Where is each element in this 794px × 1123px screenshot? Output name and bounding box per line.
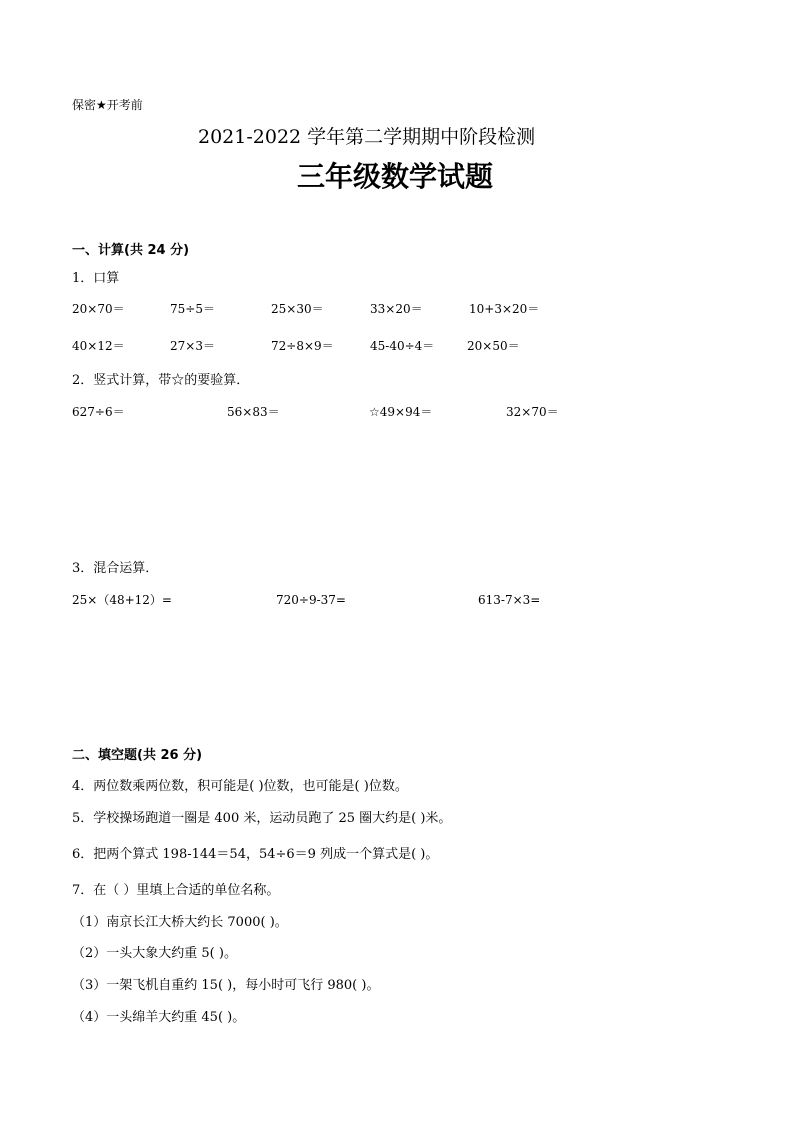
subject-title: 三年级数学试题 xyxy=(297,160,494,193)
q1-item: 33×20＝ xyxy=(370,302,423,316)
q1-item: 25×30＝ xyxy=(271,302,324,316)
q3-item: 720÷9-37= xyxy=(276,593,346,607)
q1-item: 75÷5＝ xyxy=(170,302,215,316)
q2-item: 627÷6＝ xyxy=(72,405,125,419)
q2-label: 2．竖式计算，带☆的要验算． xyxy=(72,373,250,388)
q1-item: 27×3＝ xyxy=(170,339,215,353)
q5-text: 5．学校操场跑道一圈是 400 米，运动员跑了 25 圈大约是( )米。 xyxy=(72,811,452,826)
q1-item: 10+3×20＝ xyxy=(469,302,540,316)
q2-item: 56×83＝ xyxy=(227,405,280,419)
section1-heading: 一、计算(共 24 分) xyxy=(72,243,190,258)
q7-item: （1）南京长江大桥大约长 7000( )。 xyxy=(72,915,288,930)
q4-text: 4．两位数乘两位数，积可能是( )位数，也可能是( )位数。 xyxy=(72,779,408,794)
q1-item: 72÷8×9＝ xyxy=(271,339,334,353)
q3-item: 25×（48+12）= xyxy=(72,593,172,607)
q1-label: 1．口算 xyxy=(72,271,120,286)
q2-item: 32×70＝ xyxy=(506,405,559,419)
exam-title: 2021-2022 学年第二学期期中阶段检测 xyxy=(198,126,536,148)
q3-label: 3．混合运算． xyxy=(72,561,159,576)
q7-item: （2）一头大象大约重 5( )。 xyxy=(72,946,237,961)
section2-heading: 二、填空题(共 26 分) xyxy=(72,748,203,763)
q1-item: 20×70＝ xyxy=(72,302,125,316)
q6-text: 6．把两个算式 198-144＝54，54÷6＝9 列成一个算式是( )。 xyxy=(72,847,439,862)
q7-item: （4）一头绵羊大约重 45( )。 xyxy=(72,1010,246,1025)
q3-item: 613-7×3= xyxy=(478,593,541,607)
q2-item: ☆49×94＝ xyxy=(369,405,433,419)
q1-item: 45-40÷4＝ xyxy=(370,339,435,353)
q1-item: 40×12＝ xyxy=(72,339,125,353)
q1-item: 20×50＝ xyxy=(467,339,520,353)
q7-label: 7．在（ ）里填上合适的单位名称。 xyxy=(72,883,280,898)
confidential-label: 保密★开考前 xyxy=(72,98,143,112)
q7-item: （3）一架飞机自重约 15( )，每小时可飞行 980( )。 xyxy=(72,978,380,993)
